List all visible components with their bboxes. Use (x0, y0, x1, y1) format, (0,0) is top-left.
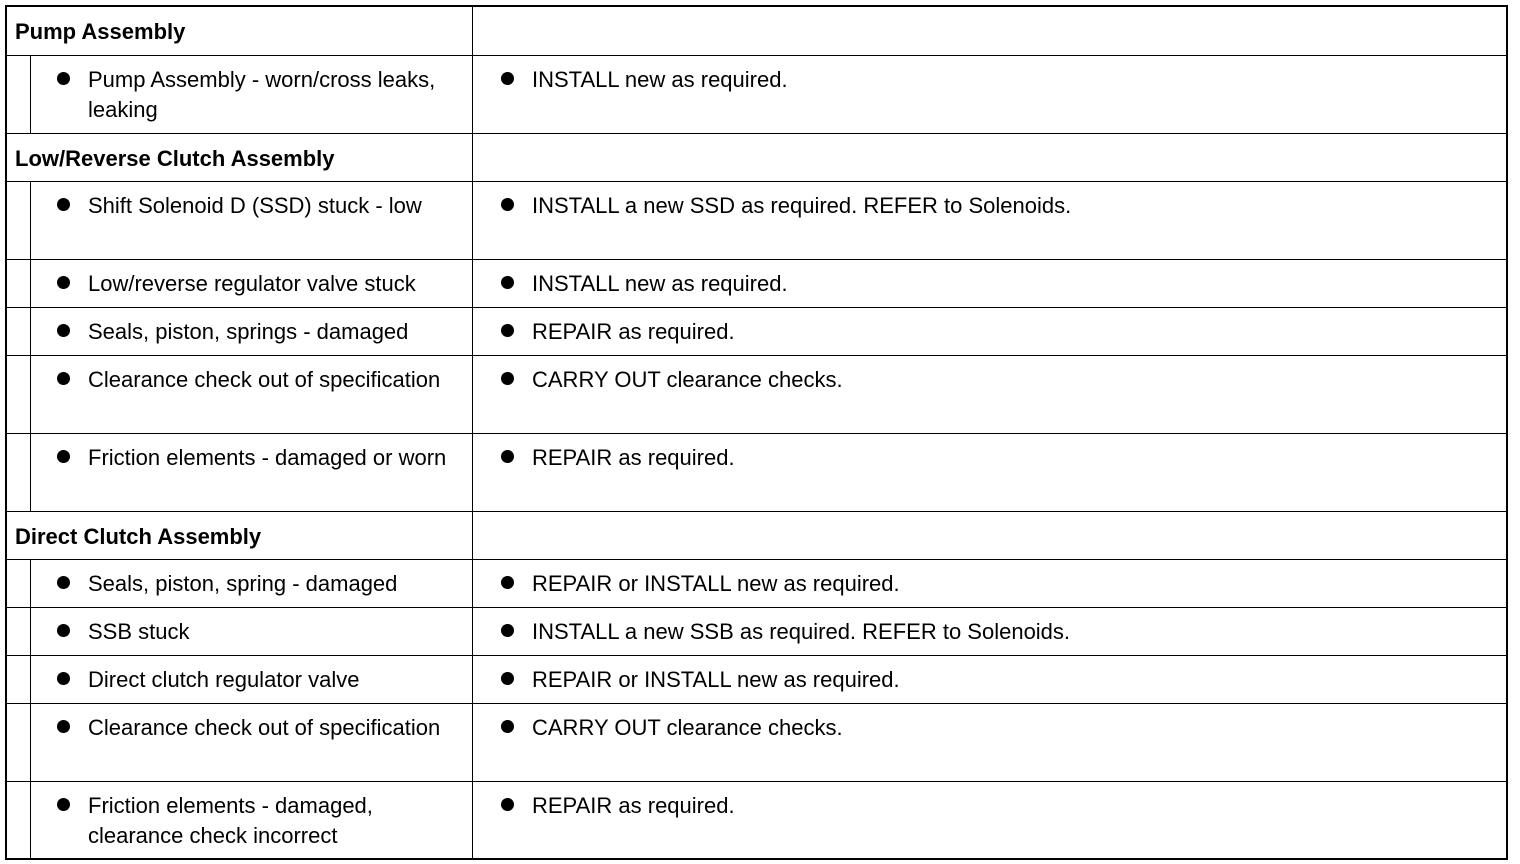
column-divider (472, 56, 473, 133)
indent-divider (30, 434, 31, 511)
bullet-icon (57, 672, 70, 685)
bullet-icon (501, 276, 514, 289)
table-row (7, 781, 1506, 858)
bullet-icon (501, 720, 514, 733)
bullet-icon (501, 72, 514, 85)
condition-text: Clearance check out of specification (88, 715, 441, 740)
condition-text: Seals, piston, springs - damaged (88, 319, 409, 344)
indent-divider (30, 782, 31, 858)
bullet-icon (501, 324, 514, 337)
indent-divider (30, 356, 31, 433)
condition-text: Friction elements - damaged, clearance check incorrect (88, 793, 373, 848)
column-divider (472, 782, 473, 858)
column-divider (472, 434, 473, 511)
bullet-icon (501, 450, 514, 463)
indent-divider (30, 656, 31, 703)
column-divider (472, 560, 473, 607)
bullet-icon (57, 576, 70, 589)
column-divider (472, 7, 473, 55)
bullet-icon (57, 624, 70, 637)
action-text: REPAIR as required. (532, 445, 735, 470)
condition-text: Friction elements - damaged or worn (88, 445, 447, 470)
group-title: Pump Assembly (15, 19, 186, 44)
bullet-icon (57, 798, 70, 811)
table-row (7, 655, 1506, 703)
bullet-icon (501, 372, 514, 385)
group-header-row (7, 133, 1506, 181)
action-text: CARRY OUT clearance checks. (532, 715, 843, 740)
table-row (7, 703, 1506, 781)
bullet-icon (501, 672, 514, 685)
table-row (7, 55, 1506, 133)
action-text: INSTALL new as required. (532, 271, 788, 296)
column-divider (472, 356, 473, 433)
column-divider (472, 512, 473, 559)
bullet-icon (57, 372, 70, 385)
table-row (7, 307, 1506, 355)
indent-divider (30, 608, 31, 655)
condition-text: Low/reverse regulator valve stuck (88, 271, 416, 296)
diagnostic-table (5, 5, 1508, 860)
table-row (7, 181, 1506, 259)
column-divider (472, 704, 473, 781)
table-row (7, 433, 1506, 511)
action-text: REPAIR or INSTALL new as required. (532, 571, 900, 596)
group-title: Direct Clutch Assembly (15, 524, 262, 549)
indent-divider (30, 308, 31, 355)
group-header-row (7, 511, 1506, 559)
column-divider (472, 608, 473, 655)
bullet-icon (57, 276, 70, 289)
group-header-row (7, 7, 1506, 55)
table-row (7, 607, 1506, 655)
indent-divider (30, 182, 31, 259)
condition-text: Seals, piston, spring - damaged (88, 571, 398, 596)
table-row (7, 259, 1506, 307)
column-divider (472, 260, 473, 307)
bullet-icon (57, 72, 70, 85)
column-divider (472, 182, 473, 259)
indent-divider (30, 704, 31, 781)
group-title: Low/Reverse Clutch Assembly (15, 146, 335, 171)
action-text: REPAIR as required. (532, 793, 735, 818)
condition-text: Shift Solenoid D (SSD) stuck - low (88, 193, 422, 218)
table-row (7, 559, 1506, 607)
column-divider (472, 134, 473, 181)
action-text: INSTALL new as required. (532, 67, 788, 92)
bullet-icon (57, 450, 70, 463)
action-text: CARRY OUT clearance checks. (532, 367, 843, 392)
condition-text: SSB stuck (88, 619, 190, 644)
bullet-icon (57, 720, 70, 733)
indent-divider (30, 56, 31, 133)
condition-text: Clearance check out of specification (88, 367, 441, 392)
indent-divider (30, 260, 31, 307)
bullet-icon (501, 624, 514, 637)
action-text: INSTALL a new SSD as required. REFER to Solenoids. (532, 193, 1072, 218)
column-divider (472, 656, 473, 703)
condition-text: Pump Assembly - worn/cross leaks, leaking (88, 67, 436, 122)
bullet-icon (501, 198, 514, 211)
indent-divider (30, 560, 31, 607)
action-text: REPAIR or INSTALL new as required. (532, 667, 900, 692)
bullet-icon (501, 576, 514, 589)
bullet-icon (57, 324, 70, 337)
action-text: INSTALL a new SSB as required. REFER to Solenoids. (532, 619, 1071, 644)
table-row (7, 355, 1506, 433)
action-text: REPAIR as required. (532, 319, 735, 344)
bullet-icon (501, 798, 514, 811)
condition-text: Direct clutch regulator valve (88, 667, 360, 692)
column-divider (472, 308, 473, 355)
bullet-icon (57, 198, 70, 211)
